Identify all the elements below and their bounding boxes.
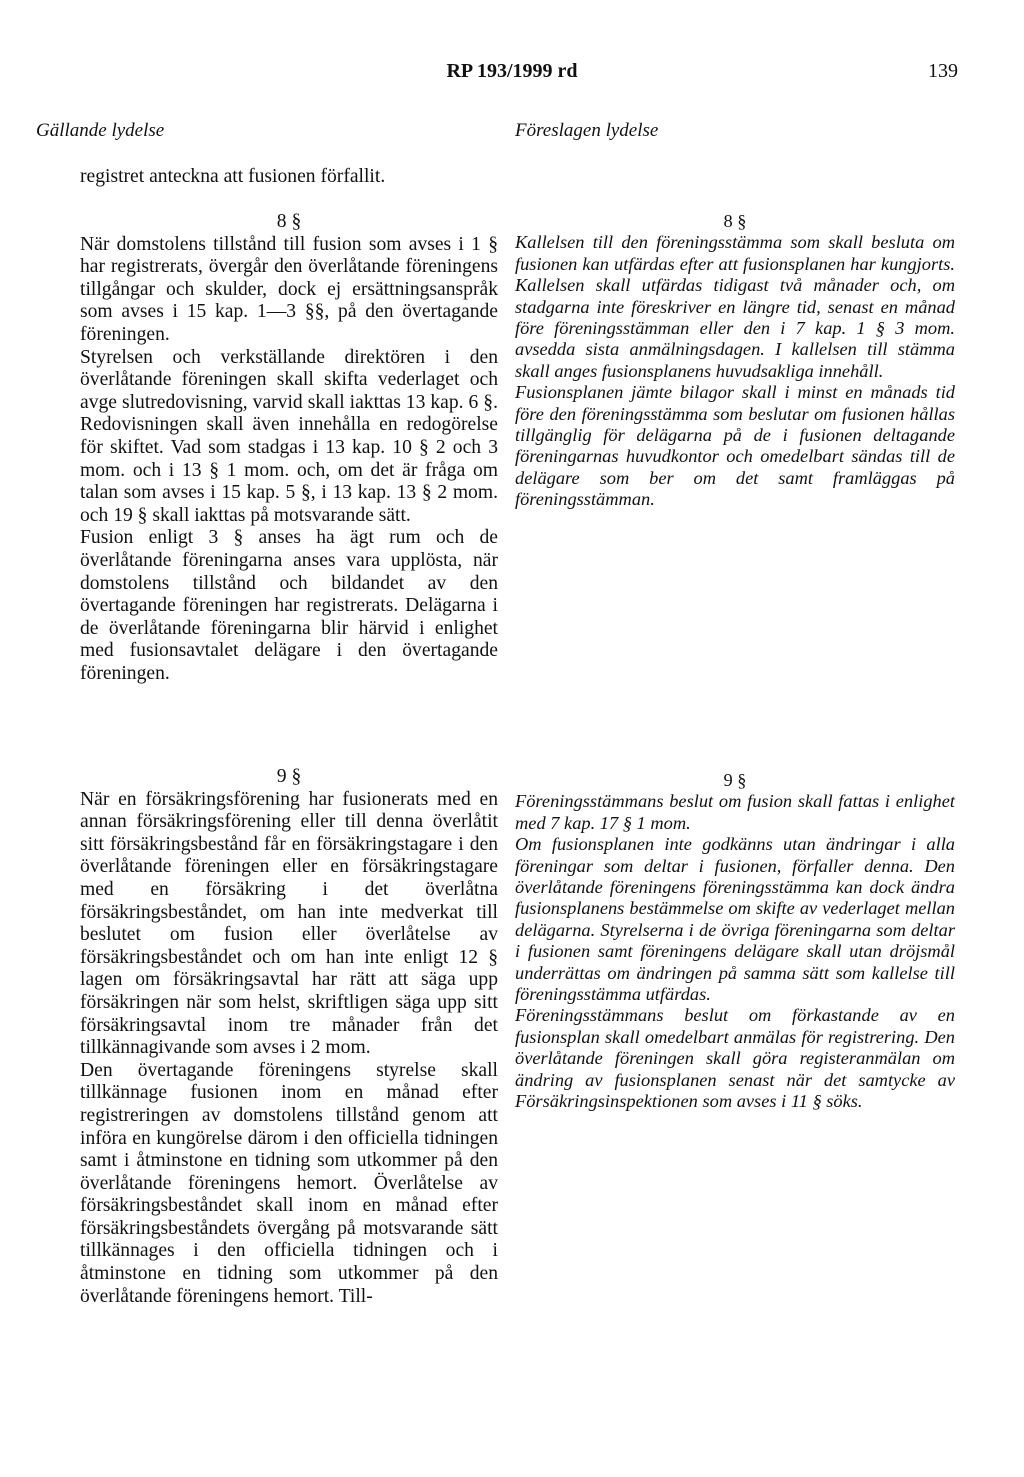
right-section-8-heading: 8 § bbox=[723, 211, 747, 231]
left-section-8-paragraph-1: När domstolens tillstånd till fusion som avses i 1 § har registrerats, övergår den överlåtande föreningens tillgångar och skulder, dock ej ersättningsanspråk som avses i 15 kap. 1—3 §§, på den övertagande föreningen. bbox=[80, 233, 498, 345]
left-section-9-paragraph-2: Den övertagande föreningens styrelse skall tillkännage fusionen inom en månad efter registreringen av domstolens tillstånd genom att införa en kungörelse därom i den officiella tidningen samt i åtminstone en tidning som utkommer på den överlåtande föreningens hemort. Överlåtelse av försäkringsbeståndet skall inom en månad efter försäkringsbeståndets övergång på motsvarande sätt tillkännages i den officiella tidningen och i åtminstone en tidning som utkommer på den överlåtande föreningens hemort. Till- bbox=[80, 1059, 498, 1307]
right-section-8 bbox=[515, 211, 955, 511]
left-section-8-paragraph-3: Fusion enligt 3 § anses ha ägt rum och de överlåtande föreningarna anses vara upplösta, när domstolens tillstånd och bildandet av den övertagande föreningen har registrerats. Delägarna i de överlåtande föreningarna blir härvid i enlighet med fusionsavtalet delägare i den övertagande föreningen. bbox=[80, 527, 498, 684]
left-section-8-paragraph-2: Styrelsen och verkställande direktören i den överlåtande föreningen skall skifta vederlaget och avge slutredovisning, varvid skall iakttas 13 kap. 6 §. Redovisningen skall även innehålla en redogörelse för skiftet. Vad som stadgas i 13 kap. 10 § 2 och 3 mom. och i 13 § 1 mom. och, om det är fråga om talan som avses i 15 kap. 5 §, i 13 kap. 13 § 2 mom. och 19 § skall iakttas på motsvarande sätt. bbox=[80, 346, 498, 526]
page-number: 139 bbox=[928, 60, 958, 82]
right-section-9-paragraph-3: Föreningsstämmans beslut om förkastande av en fusionsplan skall omedelbart anmälas för registrering. Den överlåtande föreningen skall göra registeranmälan om ändring av fusionsplanen senast när det samtycke av Försäkringsinspektionen som avses i 11 § söks. bbox=[515, 1005, 955, 1112]
right-section-8-paragraph-2: Fusionsplanen jämte bilagor skall i minst en månads tid före den föreningsstämma som beslutar om fusionen hållas tillgänglig för delägarna på de i fusionen deltagande föreningarnas huvudkontor och omedelbart sändas till de delägare som ber om det samt framläggas på föreningsstämman. bbox=[515, 382, 955, 510]
right-section-9-paragraph-1: Föreningsstämmans beslut om fusion skall fattas i enlighet med 7 kap. 17 § 1 mom. bbox=[515, 791, 955, 833]
right-section-9-heading: 9 § bbox=[723, 770, 747, 790]
column-title-proposed: Föreslagen lydelse bbox=[515, 120, 659, 141]
left-intro bbox=[80, 166, 498, 189]
right-section-9 bbox=[515, 770, 955, 1113]
left-section-9-paragraph-1: När en försäkringsförening har fusionerats med en annan försäkringsförening eller till denna överlåtit sitt försäkringsbestånd får en försäkringstagare i den överlåtande föreningen eller en försäkringstagare med en försäkring i det överlåtna försäkringsbeståndet, om han inte medverkat till beslutet om fusion eller överlåtelse av försäkringsbeståndet och om han inte enligt 12 § lagen om försäkringsavtal har rätt att säga upp försäkringen när som helst, skriftligen säga upp sitt försäkringsavtal inom tre månader från det tillkännagivande som avses i 2 mom. bbox=[80, 788, 498, 1059]
left-section-9 bbox=[80, 760, 498, 1308]
left-section-8-heading: 8 § bbox=[276, 211, 302, 232]
document-reference: RP 193/1999 rd bbox=[446, 60, 578, 82]
column-title-current: Gällande lydelse bbox=[36, 120, 165, 141]
left-section-9-heading: 9 § bbox=[276, 766, 302, 787]
left-section-8 bbox=[80, 205, 498, 685]
right-section-9-paragraph-2: Om fusionsplanen inte godkänns utan ändringar i alla föreningar som deltar i fusionen, förfaller denna. Den överlåtande föreningens föreningsstämma kan dock ändra fusionsplanens bestämmelse om skifte av vederlaget mellan delägarna. Styrelserna i de övriga föreningarna som deltar i fusionen samt föreningens delägare skall utan dröjsmål underrättas om ändringen på samma sätt som kallelse till föreningsstämma utfärdas. bbox=[515, 834, 955, 1005]
right-section-8-paragraph-1: Kallelsen till den föreningsstämma som skall besluta om fusionen kan utfärdas efter att fusionsplanen har kungjorts. Kallelsen skall utfärdas tidigast två månader och, om stadgarna inte föreskriver en längre tid, senast en månad före föreningsstämman eller den i 7 kap. 1 § 3 mom. avsedda sista anmälningsdagen. I kallelsen till stämma skall anges fusionsplanens huvudsakliga innehåll. bbox=[515, 232, 955, 381]
left-intro-text: registret anteckna att fusionen förfallit. bbox=[80, 166, 386, 187]
